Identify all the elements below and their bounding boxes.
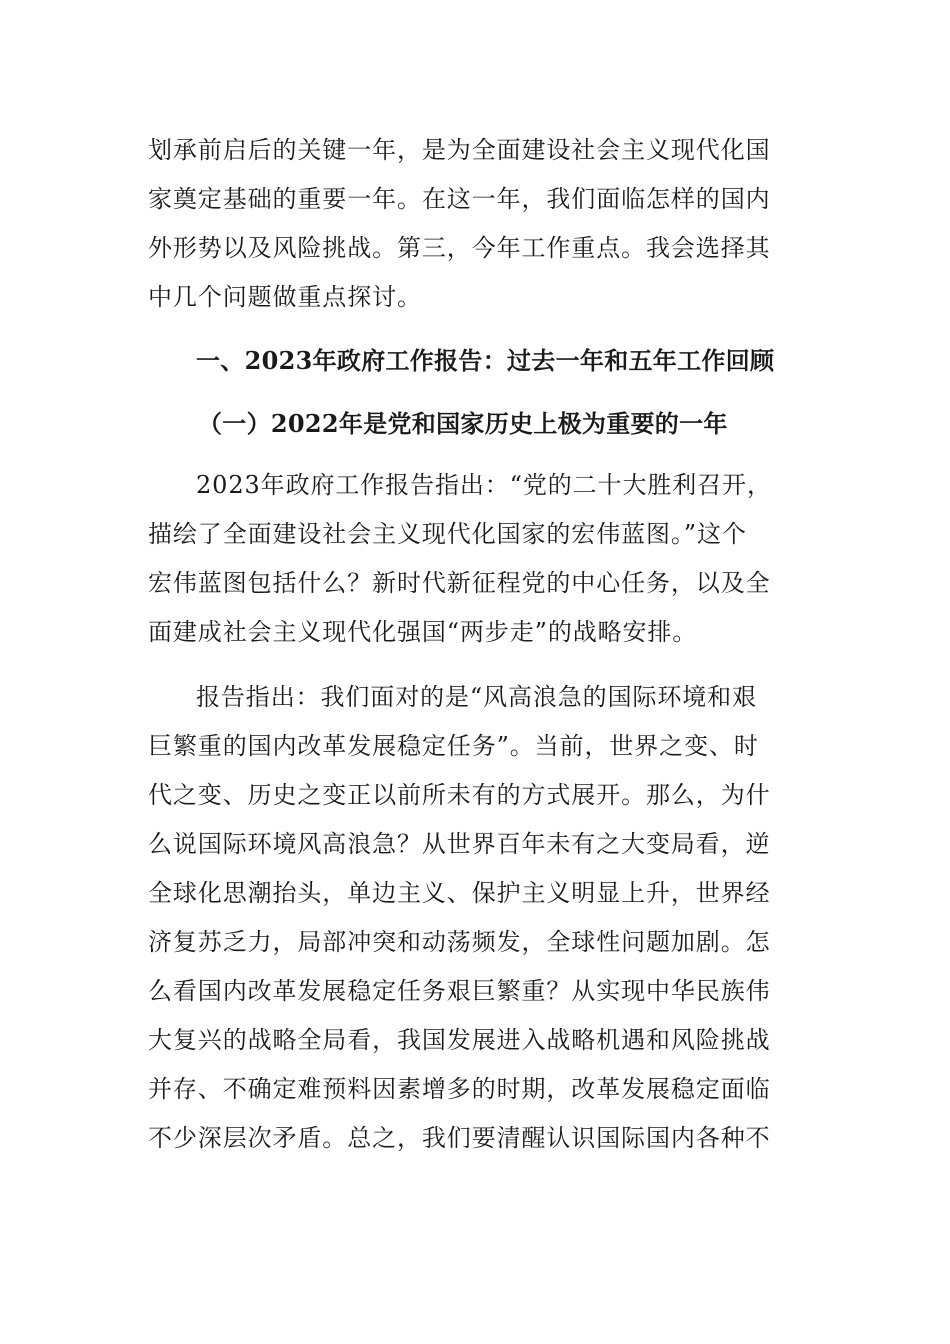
intro-line-2: 家奠定基础的重要一年。在这一年，我们面临怎样的国内 bbox=[148, 185, 771, 213]
paragraph1-line-4: 面建成社会主义现代化强国“两步走”的战略安排。 bbox=[148, 618, 698, 646]
section-heading: 一、2023年政府工作报告：过去一年和五年工作回顾 bbox=[196, 346, 775, 375]
paragraph2-line-10: 不少深层次矛盾。总之，我们要清醒认识国际国内各种不 bbox=[148, 1124, 771, 1152]
intro-line-4: 中几个问题做重点探讨。 bbox=[148, 283, 422, 311]
paragraph2-line-8: 大复兴的战略全局看，我国发展进入战略机遇和风险挑战 bbox=[148, 1026, 771, 1054]
paragraph1-line-1: 2023年政府工作报告指出：“党的二十大胜利召开， bbox=[196, 471, 772, 499]
paragraph2-line-7: 么看国内改革发展稳定任务艰巨繁重？从实现中华民族伟 bbox=[148, 977, 771, 1005]
paragraph2-line-2: 巨繁重的国内改革发展稳定任务”。当前，世界之变、时 bbox=[148, 732, 759, 760]
intro-line-1: 划承前启后的关键一年，是为全面建设社会主义现代化国 bbox=[148, 136, 771, 164]
paragraph1-line-3: 宏伟蓝图包括什么？新时代新征程党的中心任务，以及全 bbox=[148, 569, 771, 597]
paragraph2-line-4: 么说国际环境风高浪急？从世界百年未有之大变局看，逆 bbox=[148, 830, 771, 858]
paragraph2-line-6: 济复苏乏力，局部冲突和动荡频发，全球性问题加剧。怎 bbox=[148, 928, 771, 956]
paragraph1-line-2: 描绘了全面建设社会主义现代化国家的宏伟蓝图。”这个 bbox=[148, 520, 747, 548]
paragraph2-line-5: 全球化思潮抬头，单边主义、保护主义明显上升，世界经 bbox=[148, 879, 771, 907]
intro-line-3: 外形势以及风险挑战。第三，今年工作重点。我会选择其 bbox=[148, 234, 771, 262]
paragraph2-line-9: 并存、不确定难预料因素增多的时期，改革发展稳定面临 bbox=[148, 1075, 771, 1103]
paragraph2-line-3: 代之变、历史之变正以前所未有的方式展开。那么，为什 bbox=[148, 781, 771, 809]
paragraph2-line-1: 报告指出：我们面对的是“风高浪急的国际环境和艰 bbox=[196, 683, 757, 711]
subsection-heading: （一）2022年是党和国家历史上极为重要的一年 bbox=[198, 409, 728, 438]
